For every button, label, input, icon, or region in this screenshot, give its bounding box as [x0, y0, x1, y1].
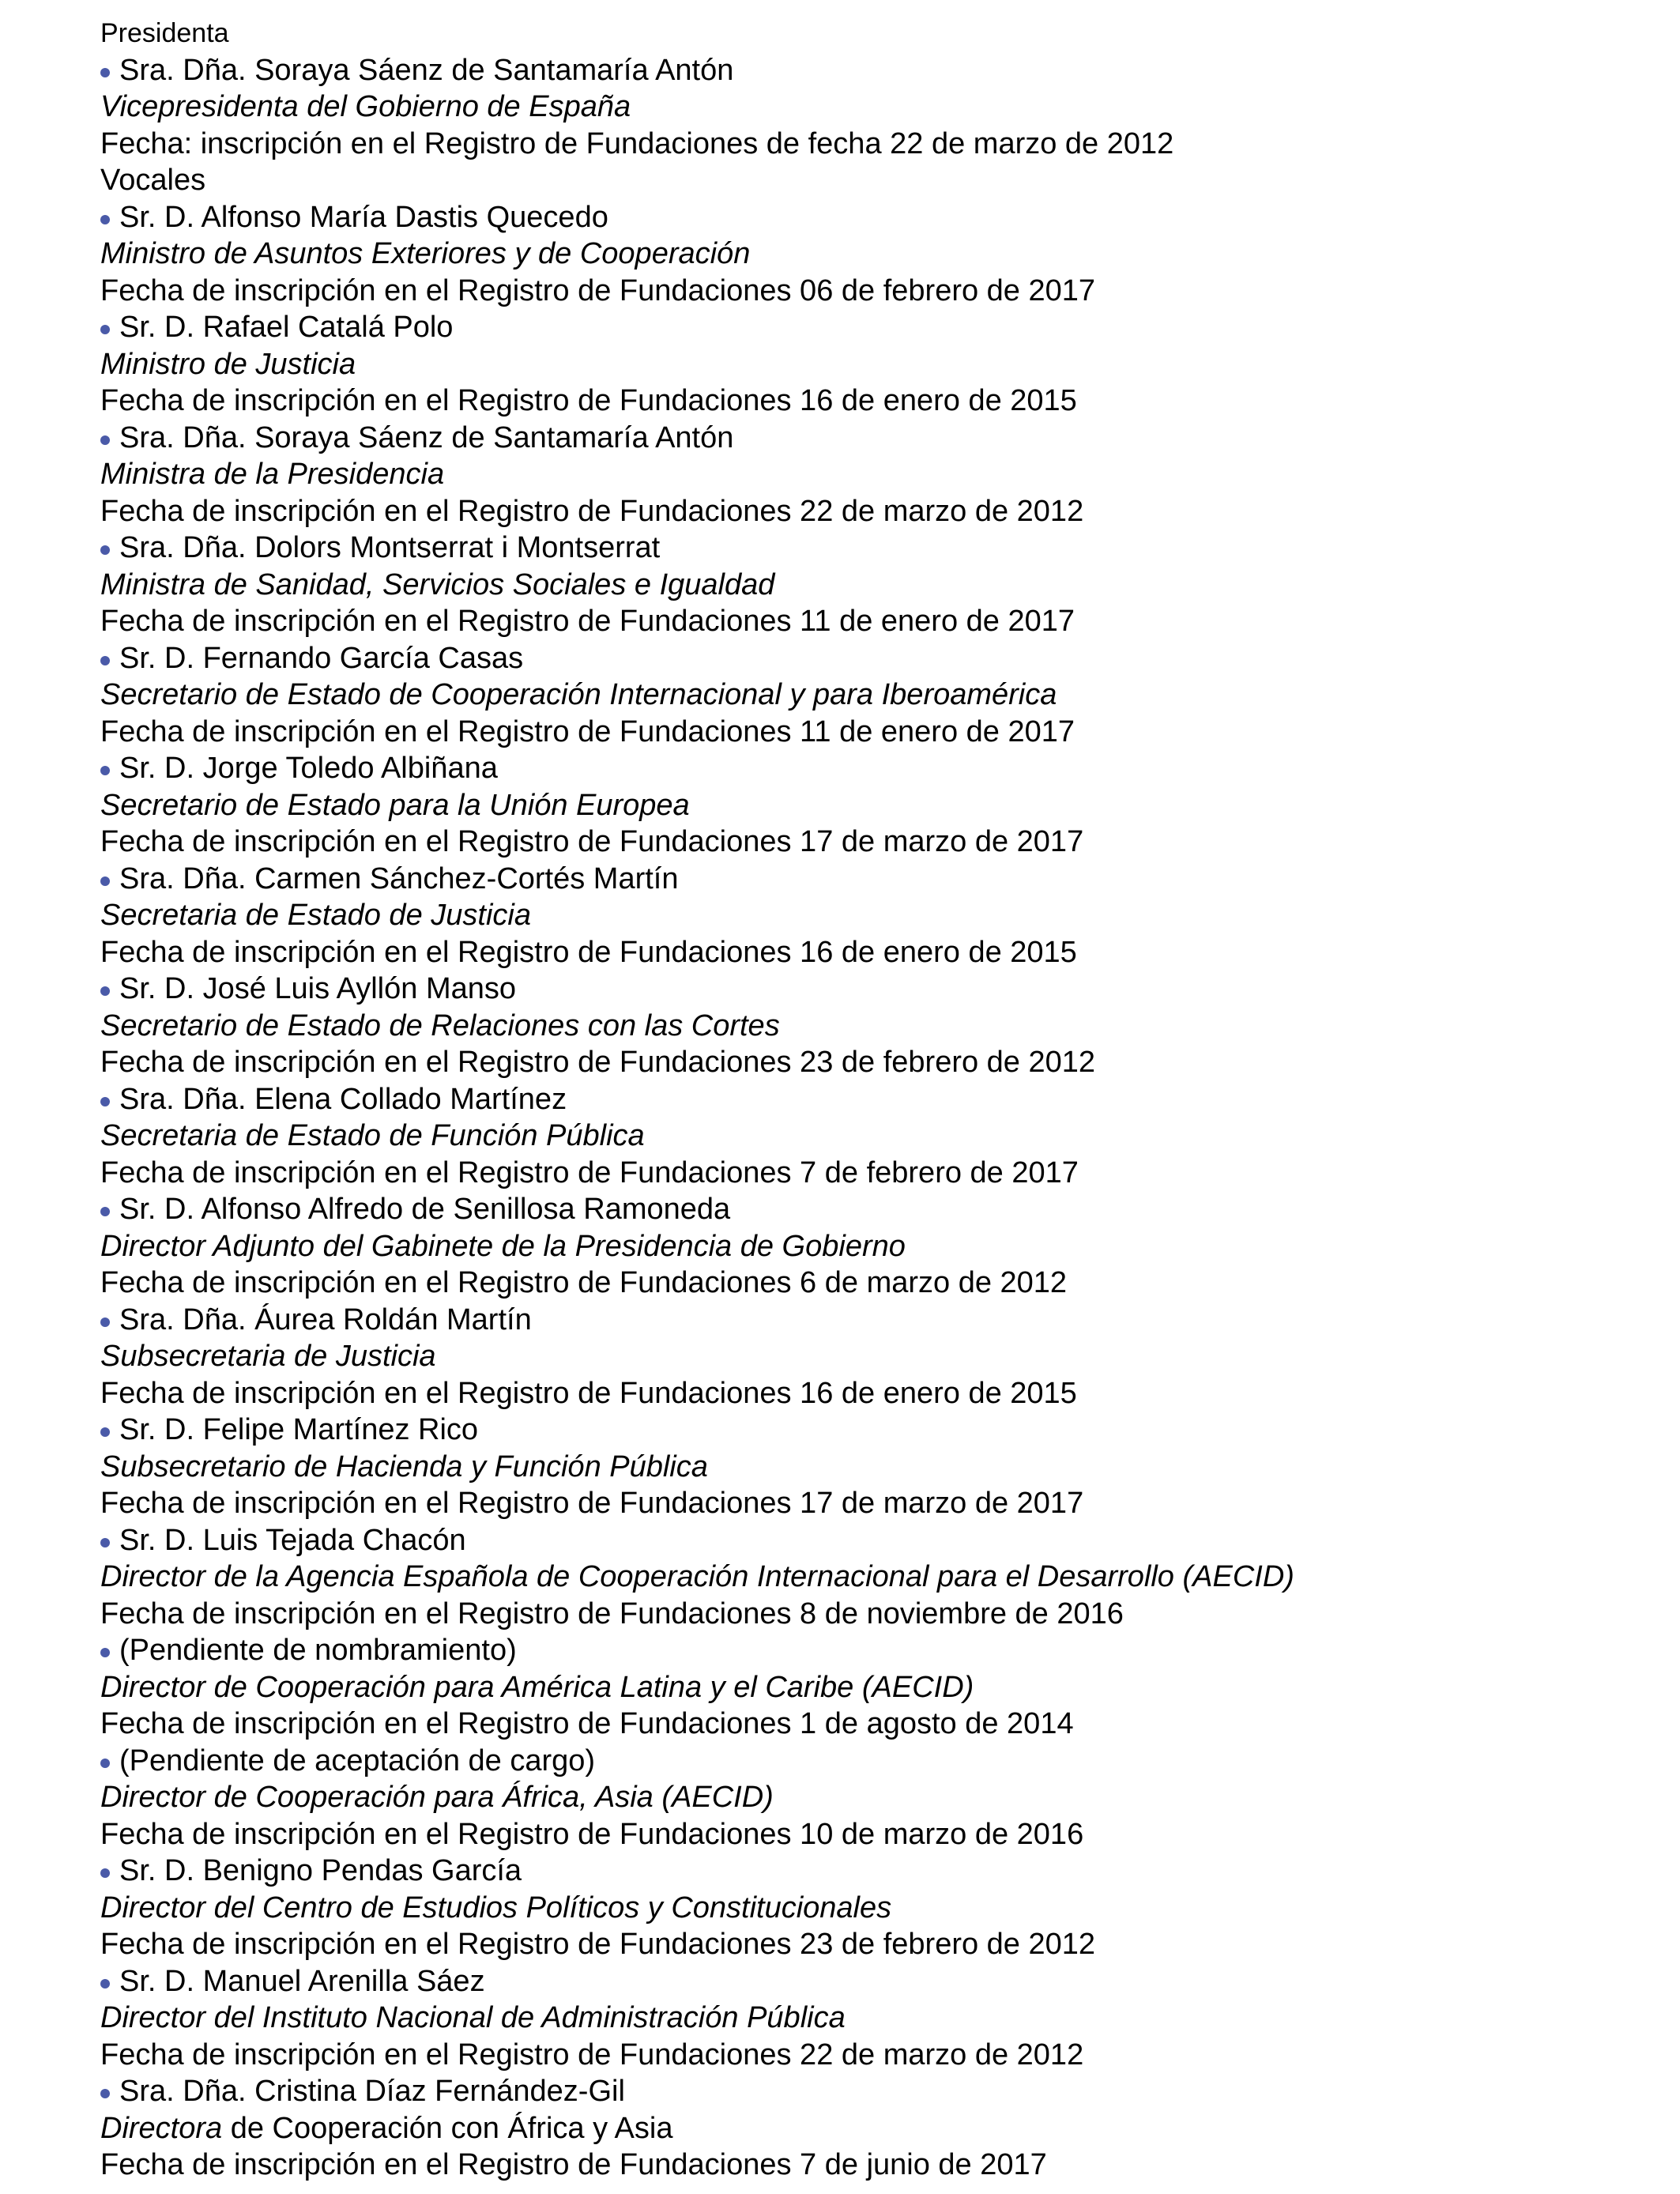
bullet-icon [100, 1318, 110, 1327]
vocal-entry [100, 530, 1649, 567]
vocal-name: Sra. Dña. Dolors Montserrat i Montserrat [119, 531, 661, 564]
vocal-name: Sr. D. Alfonso Alfredo de Senillosa Ramoneda [119, 1193, 731, 1226]
vocal-entry [100, 1191, 1649, 1228]
vocales-list [100, 199, 1649, 2184]
vocal-entry [100, 971, 1649, 1008]
bullet-icon [100, 876, 110, 886]
president-name: Sra. Dña. Soraya Sáenz de Santamaría Antón [119, 53, 734, 87]
vocal-date: Fecha de inscripción en el Registro de Fundaciones 23 de febrero de 2012 [100, 1928, 1096, 1961]
vocal-entry [100, 199, 1649, 236]
vocal-name: Sr. D. Alfonso María Dastis Quecedo [119, 200, 608, 234]
vocal-name: Sra. Dña. Cristina Díaz Fernández-Gil [119, 2075, 625, 2108]
vocal-entry [100, 861, 1649, 898]
vocal-role: Secretario de Estado de Relaciones con las Cortes [100, 1008, 780, 1042]
vocal-name: Sra. Dña. Carmen Sánchez-Cortés Martín [119, 861, 679, 895]
bullet-icon [100, 1648, 110, 1657]
bullet-icon [100, 2089, 110, 2098]
vocal-date: Fecha de inscripción en el Registro de Fundaciones 6 de marzo de 2012 [100, 1266, 1068, 1299]
vocal-role: Ministro de Asuntos Exteriores y de Cooperación [100, 237, 751, 270]
vocal-entry [100, 420, 1649, 457]
vocal-date: Fecha de inscripción en el Registro de Fundaciones 16 de enero de 2015 [100, 384, 1077, 417]
vocal-role: Secretario de Estado de Cooperación Internacional y para Iberoamérica [100, 678, 1057, 711]
presidenta-label: Presidenta [100, 18, 229, 48]
vocal-date: Fecha de inscripción en el Registro de Fundaciones 22 de marzo de 2012 [100, 2038, 1084, 2071]
vocal-date: Fecha de inscripción en el Registro de Fundaciones 11 de enero de 2017 [100, 714, 1075, 748]
bullet-icon [100, 766, 110, 775]
vocal-name: Sra. Dña. Áurea Roldán Martín [119, 1302, 532, 1336]
bullet-icon [100, 1427, 110, 1437]
vocal-entry [100, 1853, 1649, 1890]
vocal-role: Subsecretaria de Justicia [100, 1340, 436, 1373]
bullet-icon [100, 1868, 110, 1878]
president-date: Fecha: inscripción en el Registro de Fundaciones de fecha 22 de marzo de 2012 [100, 126, 1174, 160]
bullet-icon [100, 1979, 110, 1989]
vocal-entry [100, 309, 1649, 346]
vocales-label: Vocales [100, 164, 206, 197]
bullet-icon [100, 1207, 110, 1216]
bullet-icon [100, 986, 110, 996]
vocal-name: Sr. D. Felipe Martínez Rico [119, 1413, 479, 1446]
vocal-role: Secretaria de Estado de Justicia [100, 899, 531, 932]
vocal-date: Fecha de inscripción en el Registro de Fundaciones 17 de marzo de 2017 [100, 825, 1084, 858]
vocal-name: Sr. D. José Luis Ayllón Manso [119, 972, 516, 1005]
vocal-entry [100, 640, 1649, 677]
bullet-icon [100, 1538, 110, 1547]
vocal-date: Fecha de inscripción en el Registro de Fundaciones 17 de marzo de 2017 [100, 1487, 1084, 1520]
president-role: Vicepresidenta del Gobierno de España [100, 90, 631, 123]
vocal-role: Subsecretario de Hacienda y Función Pública [100, 1449, 708, 1483]
vocal-date: Fecha de inscripción en el Registro de Fundaciones 7 de junio de 2017 [100, 2148, 1047, 2181]
vocal-role-italic: Directora [100, 2111, 223, 2145]
document-body [100, 15, 1649, 2184]
vocal-entry [100, 750, 1649, 787]
vocal-name: Sr. D. Luis Tejada Chacón [119, 1523, 466, 1557]
vocal-date: Fecha de inscripción en el Registro de Fundaciones 23 de febrero de 2012 [100, 1046, 1096, 1079]
vocal-name: Sra. Dña. Elena Collado Martínez [119, 1082, 567, 1116]
vocal-role: Director Adjunto del Gabinete de la Presidencia de Gobierno [100, 1229, 906, 1263]
vocal-role: Director del Instituto Nacional de Administración Pública [100, 2001, 846, 2034]
vocal-date: Fecha de inscripción en el Registro de Fundaciones 16 de enero de 2015 [100, 935, 1077, 969]
vocal-role [100, 2110, 1649, 2147]
vocal-role: Ministra de Sanidad, Servicios Sociales e Igualdad [100, 567, 775, 601]
vocal-entry [100, 1302, 1649, 1339]
vocal-name: Sr. D. Jorge Toledo Albiñana [119, 752, 498, 785]
bullet-icon [100, 656, 110, 665]
vocal-date: Fecha de inscripción en el Registro de Fundaciones 7 de febrero de 2017 [100, 1155, 1079, 1189]
vocal-role: Director de la Agencia Española de Cooperación Internacional para el Desarrollo (AECID) [100, 1560, 1294, 1593]
bullet-icon [100, 1097, 110, 1106]
vocal-date: Fecha de inscripción en el Registro de Fundaciones 06 de febrero de 2017 [100, 273, 1096, 307]
vocal-date: Fecha de inscripción en el Registro de Fundaciones 16 de enero de 2015 [100, 1376, 1077, 1410]
bullet-icon [100, 68, 110, 77]
vocal-role-rest: de Cooperación con África y Asia [222, 2111, 673, 2145]
vocal-name: Sr. D. Benigno Pendas García [119, 1854, 522, 1887]
vocal-role: Director de Cooperación para África, Asia (AECID) [100, 1781, 774, 1814]
vocal-name: (Pendiente de nombramiento) [119, 1634, 517, 1667]
vocal-role: Secretaria de Estado de Función Pública [100, 1119, 645, 1152]
vocal-entry [100, 2073, 1649, 2110]
vocal-entry [100, 1081, 1649, 1118]
vocal-role: Director de Cooperación para América Latina y el Caribe (AECID) [100, 1670, 974, 1704]
vocal-entry [100, 1632, 1649, 1669]
vocal-date: Fecha de inscripción en el Registro de Fundaciones 10 de marzo de 2016 [100, 1817, 1084, 1851]
vocal-entry [100, 1412, 1649, 1449]
vocal-date: Fecha de inscripción en el Registro de Fundaciones 11 de enero de 2017 [100, 605, 1075, 638]
bullet-icon [100, 325, 110, 334]
vocal-name: Sra. Dña. Soraya Sáenz de Santamaría Antón [119, 420, 734, 454]
bullet-icon [100, 545, 110, 555]
vocal-entry [100, 1963, 1649, 2000]
bullet-icon [100, 435, 110, 445]
vocal-entry [100, 1522, 1649, 1559]
vocal-date: Fecha de inscripción en el Registro de Fundaciones 22 de marzo de 2012 [100, 494, 1084, 528]
bullet-icon [100, 215, 110, 224]
vocal-entry [100, 1743, 1649, 1780]
vocal-date: Fecha de inscripción en el Registro de Fundaciones 8 de noviembre de 2016 [100, 1596, 1124, 1630]
vocal-role: Director del Centro de Estudios Políticos y Constitucionales [100, 1891, 892, 1924]
bullet-icon [100, 1759, 110, 1768]
vocal-role: Secretario de Estado para la Unión Europea [100, 788, 690, 822]
vocal-role: Ministra de la Presidencia [100, 458, 445, 491]
vocal-date: Fecha de inscripción en el Registro de Fundaciones 1 de agosto de 2014 [100, 1707, 1074, 1740]
vocal-name: Sr. D. Manuel Arenilla Sáez [119, 1964, 485, 1998]
vocal-name: Sr. D. Rafael Catalá Polo [119, 311, 454, 344]
vocal-name: Sr. D. Fernando García Casas [119, 641, 524, 675]
president-entry [100, 52, 1649, 89]
vocal-name: (Pendiente de aceptación de cargo) [119, 1744, 596, 1777]
vocal-role: Ministro de Justicia [100, 347, 356, 381]
